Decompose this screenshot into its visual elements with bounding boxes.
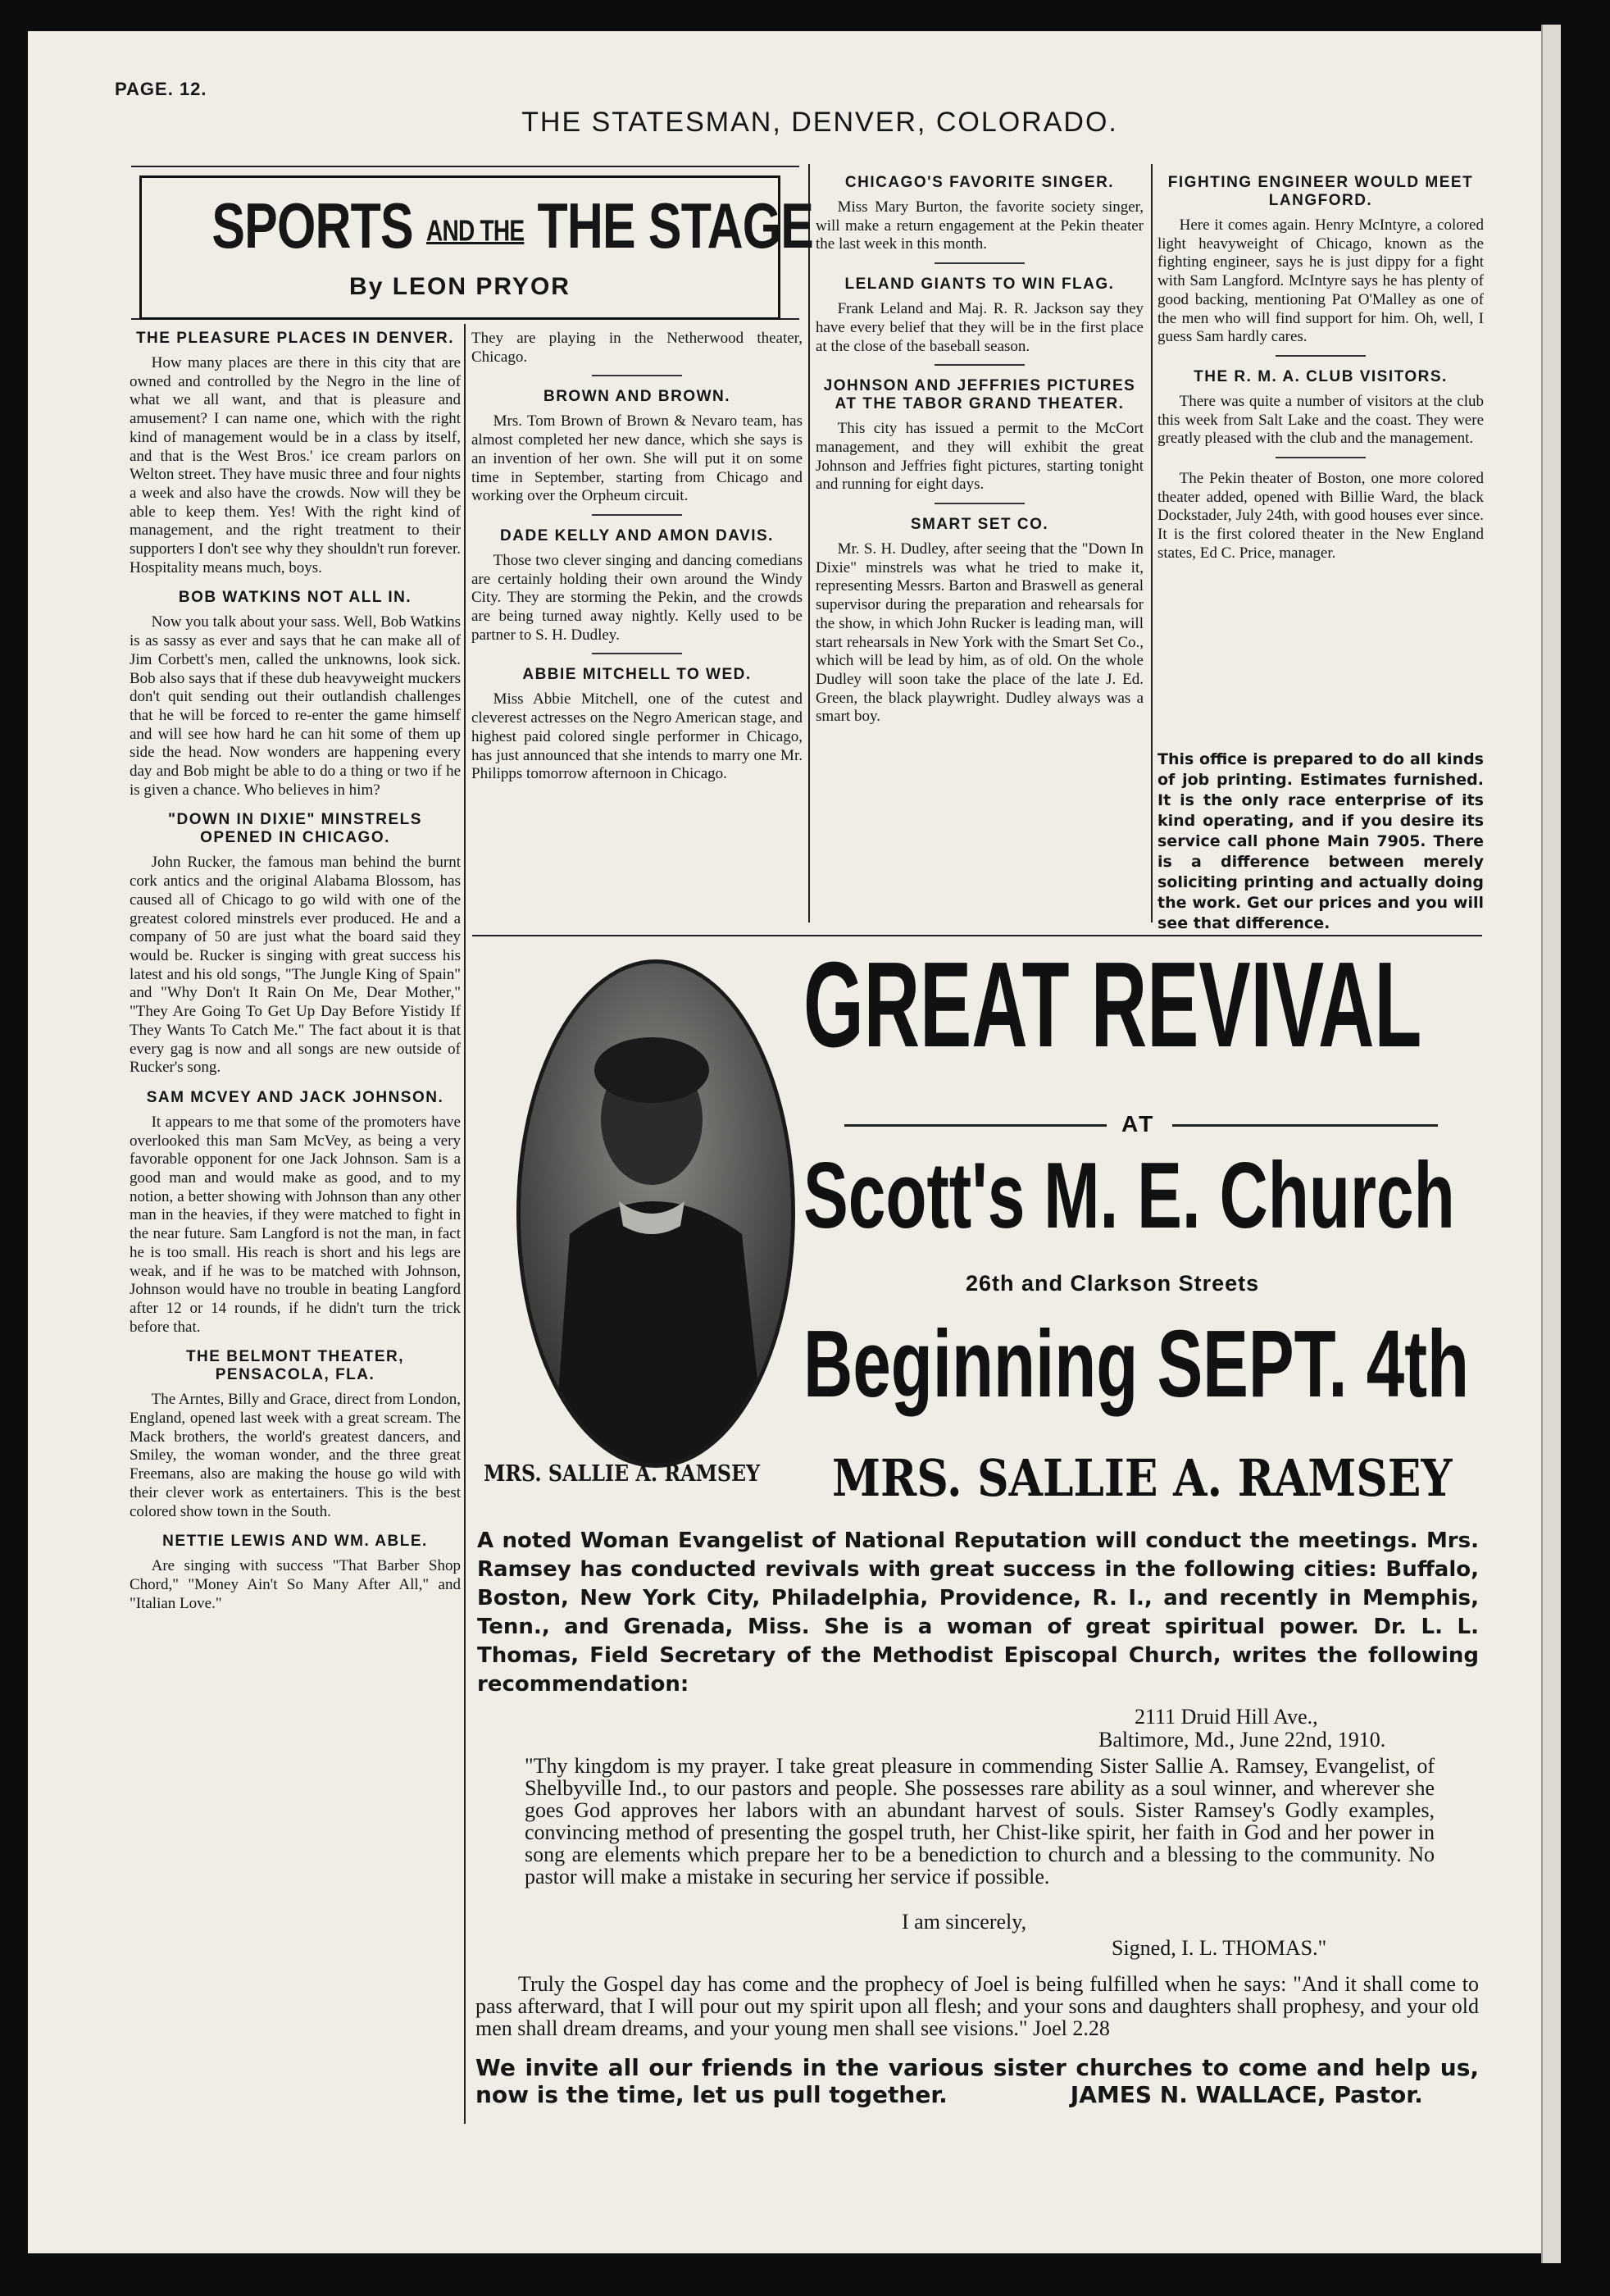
- article-headline: ABBIE MITCHELL TO WED.: [522, 666, 752, 684]
- portrait-image: [521, 963, 791, 1464]
- sports-stage-title-box: [139, 175, 814, 320]
- rule-top-left: [131, 166, 799, 167]
- scripture-text: Truly the Gospel day has come and the prophecy of Joel is being fulfilled when he says: "And it shall come to pass afterward, that I will pour out my spirit upon all flesh; and your sons and daughters shall prophesy, and your old men shall dream dreams, and your young men shall see visions." Joel 2.28: [475, 1972, 1479, 2040]
- article-body: Mrs. Tom Brown of Brown & Nevaro team, has almost completed her new dance, which she says is an invention of her own. She will put it on some time in September, starting from Chicago and working over the Orpheum circuit.: [471, 412, 803, 505]
- article-body: The Pekin theater of Boston, one more colored theater added, opened with Billie Ward, the black Dockstader, July 24th, with good houses ever since. It is the first colored theater in the New England states, Ed C. Price, manager.: [1157, 470, 1484, 562]
- article-headline: LELAND GIANTS TO WIN FLAG.: [844, 276, 1115, 294]
- article-body: They are playing in the Netherwood theater, Chicago.: [471, 330, 803, 366]
- article-separator: [592, 514, 682, 516]
- at-label: AT: [1121, 1111, 1156, 1137]
- letter-address-1: 2111 Druid Hill Ave.,: [1135, 1705, 1318, 1729]
- section-title: SPORTS AND THE THE STAGE: [211, 189, 814, 262]
- church-name: Scott's M. E. Church: [803, 1144, 1455, 1248]
- article-separator: [592, 653, 682, 654]
- masthead: THE STATESMAN, DENVER, COLORADO.: [521, 107, 1118, 138]
- article-body: Those two clever singing and dancing comedians are certainly holding their own around the Windy City. They are storming the Pekin, and the crowds are being turned away nightly. Kelly used to be partner to S. H. Dudley.: [471, 551, 803, 644]
- page-number: PAGE. 12.: [115, 79, 207, 99]
- article-headline: DADE KELLY AND AMON DAVIS.: [500, 526, 774, 544]
- photo-caption: MRS. SALLIE A. RAMSEY: [484, 1461, 761, 1487]
- article-body: Are singing with success "That Barber Shop Chord," "Money Ain't So Many After All," and "Italian Love.": [130, 1557, 461, 1612]
- article-headline: THE R. M. A. CLUB VISITORS.: [1194, 367, 1448, 385]
- job-printing-notice: This office is prepared to do all kinds of job printing. Estimates furnished. It is the only race enterprise of its kind operating, and if you desire its service call phone Main 7905. There is a difference between merely soliciting printing and actually doing the work. Get our prices and you will see that difference.: [1157, 750, 1484, 932]
- article-body: Frank Leland and Maj. R. R. Jackson say they have every belief that they will be in the first place at the close of the baseball season.: [816, 300, 1144, 355]
- rule-col3-col4: [1151, 164, 1153, 922]
- letter-address-2: Baltimore, Md., June 22nd, 1910.: [1098, 1728, 1386, 1752]
- article-headline: SAM MCVEY AND JACK JOHNSON.: [146, 1088, 444, 1106]
- article-separator: [1276, 457, 1366, 458]
- article-body: It appears to me that some of the promoters have overlooked this man Sam McVey, as being a very favorable opponent for one Jack Johnson. Sam is a good man and would make as good, and to my notion, a better showing with Johnson than any other man in the heavies, if they were matched to fight in the near future. Sam Langford is not the man, in fact he is too small. His reach is short and his legs are weak, and if he was to be matched with Johnson, Johnson would have no trouble in beating Langford after 12 or 14 rounds, if he didn't turn the trick before that.: [130, 1113, 461, 1336]
- article-body: Miss Abbie Mitchell, one of the cutest and cleverest actresses on the Negro American stage, and highest paid colored single performer in Chicago, has just announced that she intends to marry one Mr. Philipps tomorrow afternoon in Chicago.: [471, 690, 803, 783]
- ramsey-portrait: [516, 959, 795, 1468]
- rule-col1-col2: [464, 324, 466, 2124]
- byline: By LEON PRYOR: [349, 273, 571, 301]
- article-separator: [592, 375, 682, 376]
- article-body: The Arntes, Billy and Grace, direct from London, England, opened last week with a great scream. The Mack brothers, the world's greatest dancers, and Smiley, the woman wonder, and the three great Freemans, also are making the house go wild with their clever work as entertainers. This is the best colored show town in the South.: [130, 1391, 461, 1520]
- article-headline: "DOWN IN DIXIE" MINSTRELS OPENED IN CHICAGO.: [168, 811, 422, 847]
- at-rule-left: [844, 1124, 1107, 1127]
- article-body: Mr. S. H. Dudley, after seeing that the "Down In Dixie" minstrels was what he tried to make it, representing Messrs. Barton and Braswell as general supervisor during the preparation and rehearsals for the show, in which John Rucker is leading man, will start rehearsals in New York with the Smart Set Co., which will be lead by him, as of old. On the whole Dudley will soon take the place of the late J. Ed. Green, the black playwright. Dudley always was a smart boy.: [816, 540, 1144, 726]
- article-separator: [935, 503, 1025, 504]
- great-revival-headline: GREAT REVIVAL: [803, 937, 1422, 1073]
- church-streets: 26th and Clarkson Streets: [966, 1271, 1260, 1296]
- invitation-text: We invite all our friends in the various sister churches to come and help us, now is the time, let us pull together. JAMES N. WALLACE, Pastor.: [475, 2054, 1479, 2108]
- article-headline: CHICAGO'S FAVORITE SINGER.: [844, 174, 1115, 191]
- article-body: Now you talk about your sass. Well, Bob Watkins is as sassy as ever and says that he can make all of Jim Corbett's men, called the unknowns, look sick. Bob also says that if these dub heavyweight muckers don't quit sending out their outlandish challenges that he will be forced to re-enter the game himself and will see how hard he can hit some of them up side the head. Now wonders are happening every day and Bob might be able to do a thing or two if he is given a chance. Who believes in him?: [130, 613, 461, 799]
- column-4: [1157, 174, 1484, 731]
- article-separator: [935, 262, 1025, 264]
- letter-closing: I am sincerely,: [902, 1910, 1027, 1934]
- evangelist-name: MRS. SALLIE A. RAMSEY: [832, 1448, 1453, 1508]
- article-headline: THE BELMONT THEATER, PENSACOLA, FLA.: [185, 1348, 405, 1384]
- article-body: How many places are there in this city that are owned and controlled by the Negro in the line of what we all want, and that is pleasure and amusement? I can name one, which with the right kind of management would be in a class by itself, and that is the West Bros.' ice cream parlors on Welton street. They have music three and four nights a week and also have the crowds. Now will they be able to keep them. Yes! With the right kind of management, and the right treatment to their supporters I don't see why they shouldn't run forever. Hospitality means much, boys.: [130, 354, 461, 576]
- pastor-signature: JAMES N. WALLACE, Pastor.: [1070, 2081, 1423, 2108]
- letter-signature: Signed, I. L. THOMAS.": [1112, 1936, 1327, 1960]
- start-date: Beginning SEPT. 4th: [803, 1310, 1470, 1417]
- column-1: [130, 330, 461, 2125]
- article-headline: BOB WATKINS NOT ALL IN.: [178, 589, 412, 607]
- column-2: [471, 330, 803, 924]
- article-headline: NETTIE LEWIS AND WM. ABLE.: [162, 1533, 428, 1551]
- ad-body-text: A noted Woman Evangelist of National Reputation will conduct the meetings. Mrs. Ramsey has conducted revivals with great success in the following cities: Buffalo, Boston, New York City, Philadelphia, Providence, R. I., and recently in Memphis, Tenn., and Grenada, Miss. She is a woman of great spiritual power. Dr. L. L. Thomas, Field Secretary of the Methodist Episcopal Church, writes the following recommendation:: [477, 1528, 1479, 1697]
- article-body: There was quite a number of visitors at the club this week from Salt Lake and the coast. They were greatly pleased with the club and the management.: [1157, 392, 1484, 448]
- article-headline: JOHNSON AND JEFFRIES PICTURES AT THE TABOR GRAND THEATER.: [823, 377, 1136, 413]
- article-body: This city has issued a permit to the McCort management, and they will exhibit the great Johnson and Jeffries fight pictures, starting tonight and running for eight days.: [816, 420, 1144, 494]
- page-edge: [1541, 25, 1561, 2263]
- at-rule-right: [1172, 1124, 1438, 1127]
- article-body: John Rucker, the famous man behind the burnt cork antics and the original Alabama Blossom, has caused all of Chicago to go wild with one of the greatest colored minstrels ever produced. He and a company of 50 are just what the board said they would be. Rucker is singing with great success his latest and his old songs, "The Jungle King of Spain" and "Why Don't It Rain On Me, Dear Mother," "They Are Going To Get Up Day Before Yistidy If They Wants To Catch Me." The fact about it is that every gag is now and all songs are new outside of Rucker's song.: [130, 854, 461, 1077]
- article-separator: [1276, 355, 1366, 357]
- rule-col2-col3: [808, 164, 810, 922]
- article-headline: SMART SET CO.: [910, 516, 1049, 534]
- article-body: Here it comes again. Henry McIntyre, a colored light heavyweight of Chicago, known as the fighting engineer, says he is just dippy for a fight with Sam Langford. McIntyre says he has plenty of good backing, mentioning Pat O'Malley as one of the men who will find support for him. Oh, well, I guess Sam hardly cares.: [1157, 216, 1484, 346]
- rule-ad-top: [472, 935, 1482, 936]
- article-headline: FIGHTING ENGINEER WOULD MEET LANGFORD.: [1167, 174, 1474, 209]
- recommendation-letter: "Thy kingdom is my prayer. I take great pleasure in commending Sister Sallie A. Ramsey, Evangelist, of Shelbyville Ind., to our pastors and people. She possesses rare ability as a soul winner, and wherever she goes God approves her labors with an abundant harvest of souls. Sister Ramsey's Godly examples, convincing method of presenting the gospel truth, her Chist-like spirit, her faith in God and her power in song are elements which prepare her to be a benediction to church and a blessing to the community. No pastor will make a mistake in securing her service if possible.: [525, 1754, 1435, 1888]
- article-headline: THE PLEASURE PLACES IN DENVER.: [135, 330, 455, 347]
- article-body: Miss Mary Burton, the favorite society singer, will make a return engagement at the Pekin theater the last week in this month.: [816, 198, 1144, 253]
- column-3: [816, 174, 1144, 924]
- article-separator: [935, 364, 1025, 366]
- article-headline: BROWN AND BROWN.: [543, 388, 731, 406]
